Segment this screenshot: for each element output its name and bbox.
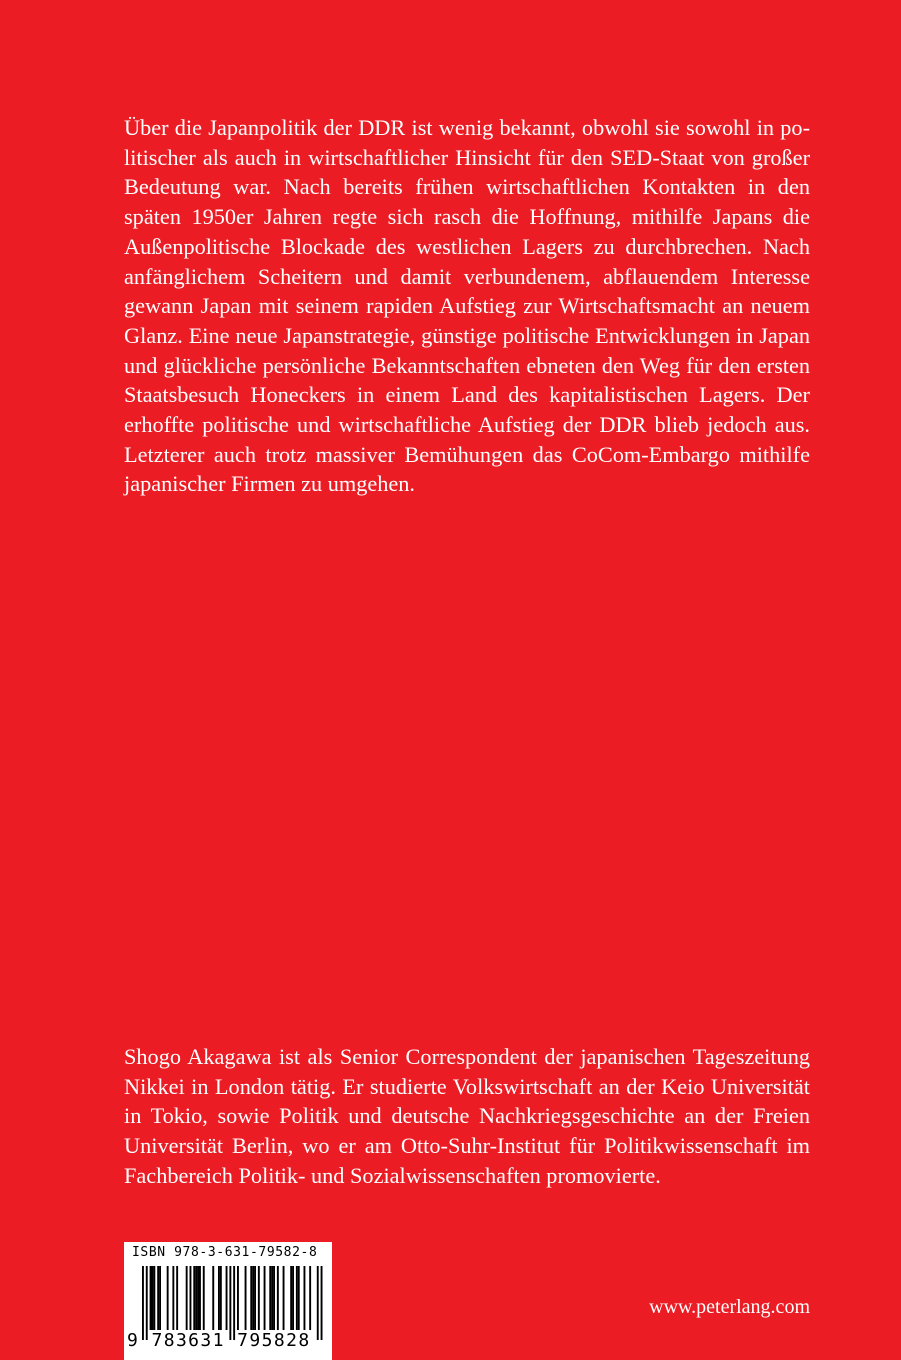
barcode-bar — [152, 1266, 154, 1330]
barcode-bar — [176, 1266, 178, 1330]
barcode-bar — [195, 1266, 197, 1330]
barcode-bar — [172, 1266, 174, 1330]
barcode-bar — [269, 1266, 271, 1330]
barcode-bar — [298, 1266, 300, 1330]
barcode-bar — [283, 1266, 285, 1330]
barcode-bar — [309, 1266, 311, 1330]
barcode-bar — [250, 1266, 252, 1330]
barcode-bar — [226, 1266, 228, 1330]
barcode-bar — [159, 1266, 161, 1330]
barcode-bar — [220, 1266, 222, 1330]
barcode-bar — [258, 1266, 260, 1330]
barcode-bar — [212, 1266, 214, 1330]
publisher-website: www.peterlang.com — [649, 1296, 810, 1318]
barcode-bar — [290, 1266, 292, 1330]
barcode-digits: 9 783631 795828 — [127, 1330, 311, 1351]
barcode-bar — [142, 1266, 144, 1340]
barcode-bar — [197, 1266, 199, 1330]
barcode-bar — [190, 1266, 192, 1330]
barcode-bar — [193, 1266, 195, 1330]
isbn-label: ISBN 978-3-631-79582-8 — [132, 1245, 318, 1260]
barcode-bar — [203, 1266, 205, 1330]
barcode-bar — [218, 1266, 220, 1330]
barcode-bar — [317, 1266, 319, 1340]
barcode-bar — [245, 1266, 247, 1330]
barcode-bar — [146, 1266, 148, 1340]
back-cover-blurb: Über die Japanpolitik der DDR ist wenig bekannt, obwohl sie sowohl in politischer als auch in wirtschaftlicher Hinsicht für den SED-Staat von großer Bedeutung war. Nach bereits frühen wirtschaftlichen Kontakten in den späten 1950er Jahren regte sich rasch die Hoffnung, mithilfe Japans die Außenpolitische Blockade des westlichen Lagers zu durchbrechen. Nach anfänglichem Scheitern und damit verbundenem, abflauendem Interesse gewann Japan mit seinem rapiden Aufstieg zur Wirtschaftsmacht an neuem Glanz. Eine neue Japanstrategie, günstige politische Entwicklungen in Japan und glückliche persönliche Bekanntschaften ebneten den Weg für den ersten Staatsbesuch Honeckers in einem Land des kapitalistischen Lagers. Der erhoffte politische und wirtschaftliche Aufstieg der DDR blieb jedoch aus. Letzterer auch trotz massiver Bemühungen das CoCom-Embargo mithilfe japanischer Firmen zu umgehen. — [124, 115, 810, 497]
barcode-bar — [296, 1266, 298, 1330]
barcode-bar — [237, 1266, 239, 1330]
barcode-bar — [277, 1266, 279, 1330]
barcode-bar — [304, 1266, 306, 1330]
barcode-bar — [233, 1266, 235, 1340]
barcode-bar — [271, 1266, 273, 1330]
barcode-bar — [186, 1266, 188, 1330]
barcode-bar — [157, 1266, 159, 1330]
barcode-bar — [321, 1266, 323, 1340]
barcode-bar — [199, 1266, 201, 1330]
barcode-bar — [254, 1266, 256, 1330]
barcode-bar — [229, 1266, 231, 1340]
barcode-bar — [150, 1266, 152, 1330]
barcode-bar — [292, 1266, 294, 1330]
barcode-bars — [130, 1266, 328, 1340]
isbn-barcode — [124, 1242, 332, 1360]
barcode-bar — [153, 1266, 155, 1330]
barcode-bar — [264, 1266, 266, 1330]
author-bio: Shogo Akagawa ist als Senior Correspondent der japanischen Tageszeitung Nikkei in London tätig. Er studierte Volkswirtschaft an der Keio Universität in Tokio, sowie Politik und deutsche Nachkriegsgeschichte an der Freien Universität Berlin, wo er am Otto-Suhr-Institut für Politikwissenschaft im Fachbereich Politik- und Sozialwissenschaften promovierte. — [124, 1044, 810, 1188]
barcode-bar — [167, 1266, 169, 1330]
barcode-bar — [273, 1266, 275, 1330]
barcode-bar — [252, 1266, 254, 1330]
